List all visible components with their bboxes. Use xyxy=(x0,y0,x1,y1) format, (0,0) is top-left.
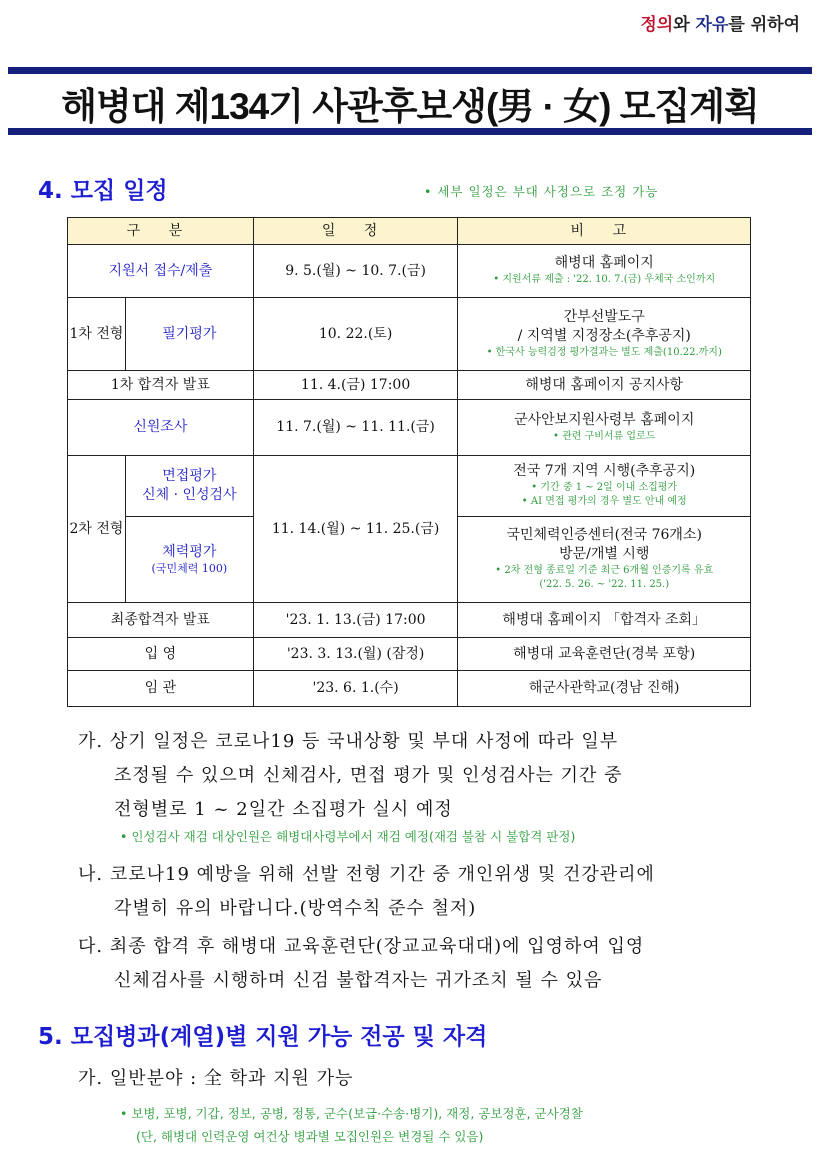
schedule-table xyxy=(67,217,751,707)
table-row: 최종합격자 발표 '23. 1. 13.(금) 17:00 해병대 홈페이지 「합격자 조회」 xyxy=(68,603,751,638)
motto-logo: 정의와 자유를 위하여 xyxy=(640,15,800,35)
table-row: 임 관 '23. 6. 1.(수) 해군사관학교(경남 진해) xyxy=(68,671,751,707)
section-4-heading: 4. 모집 일정 xyxy=(38,178,168,204)
title-bottom-rule xyxy=(8,128,812,135)
section-5-sub2: (단, 해병대 인력운영 여건상 병과별 모집인원은 변경될 수 있음) xyxy=(136,1129,484,1144)
table-row: 체력평가 (국민체력 100) 국민체력인증센터(전국 76개소) 방문/개별 시행 • 2차 전형 종료일 기준 최근 6개월 인증기록 유효 ('22. 5. 26. ~ '22. 11. 25.) xyxy=(68,517,751,603)
table-row: 신원조사 11. 7.(월) ~ 11. 11.(금) 군사안보지원사령부 홈페이지 • 관련 구비서류 업로드 xyxy=(68,400,751,456)
title-top-rule xyxy=(8,67,812,74)
section-4-note: • 세부 일정은 부대 사정으로 조정 가능 xyxy=(424,184,659,199)
note-da: 다. 최종 합격 후 해병대 교육훈련단(장교교육대대)에 입영하여 입영 신체검사를 시행하며 신검 불합격자는 귀가조치 될 수 있음 xyxy=(78,936,645,991)
note-ga-sub: • 인성검사 재검 대상인원은 해병대사령부에서 재검 예정(재검 불참 시 불합격 판정) xyxy=(120,829,576,844)
header-remark: 비 고 xyxy=(458,218,751,245)
note-ga: 가. 상기 일정은 코로나19 등 국내상황 및 부대 사정에 따라 일부 조정될 수 있으며 신체검사, 면접 평가 및 인성검사는 기간 중 전형별로 1 ~ 2일간 소집평가 실시 예정 xyxy=(78,731,623,820)
table-row: 1차 합격자 발표 11. 4.(금) 17:00 해병대 홈페이지 공지사항 xyxy=(68,371,751,400)
table-row: 입 영 '23. 3. 13.(월) (잠정) 해병대 교육훈련단(경북 포항) xyxy=(68,638,751,671)
table-row: 1차 전형 필기평가 10. 22.(토) 간부선발도구 / 지역별 지정장소(추후공지) • 한국사 능력검정 평가결과는 별도 제출(10.22.까지) xyxy=(68,298,751,371)
section-5-sub1: • 보병, 포병, 기갑, 정보, 공병, 정통, 군수(보급·수송·병기), 재정, 공보정훈, 군사경찰 xyxy=(120,1106,583,1121)
page-title: 해병대 제134기 사관후보생(男 · 女) 모집계획 xyxy=(61,86,759,127)
header-category: 구 분 xyxy=(68,218,254,245)
section-5-item: 가. 일반분야 : 全 학과 지원 가능 xyxy=(78,1068,354,1089)
table-row: 2차 전형 면접평가 신체 · 인성검사 11. 14.(월) ~ 11. 25.(금) 전국 7개 지역 시행(추후공지) • 기간 중 1 ~ 2일 이내 소집평가 • AI 면접 평가의 경우 별도 안내 예정 xyxy=(68,456,751,517)
note-na: 나. 코로나19 예방을 위해 선발 전형 기간 중 개인위생 및 건강관리에 각별히 유의 바랍니다.(방역수칙 준수 철저) xyxy=(78,864,655,919)
header-date: 일 정 xyxy=(253,218,458,245)
table-row: 지원서 접수/제출 9. 5.(월) ~ 10. 7.(금) 해병대 홈페이지 • 지원서류 제출 : '22. 10. 7.(금) 우체국 소인까지 xyxy=(68,245,751,298)
section-5-heading: 5. 모집병과(계열)별 지원 가능 전공 및 자격 xyxy=(38,1024,488,1050)
